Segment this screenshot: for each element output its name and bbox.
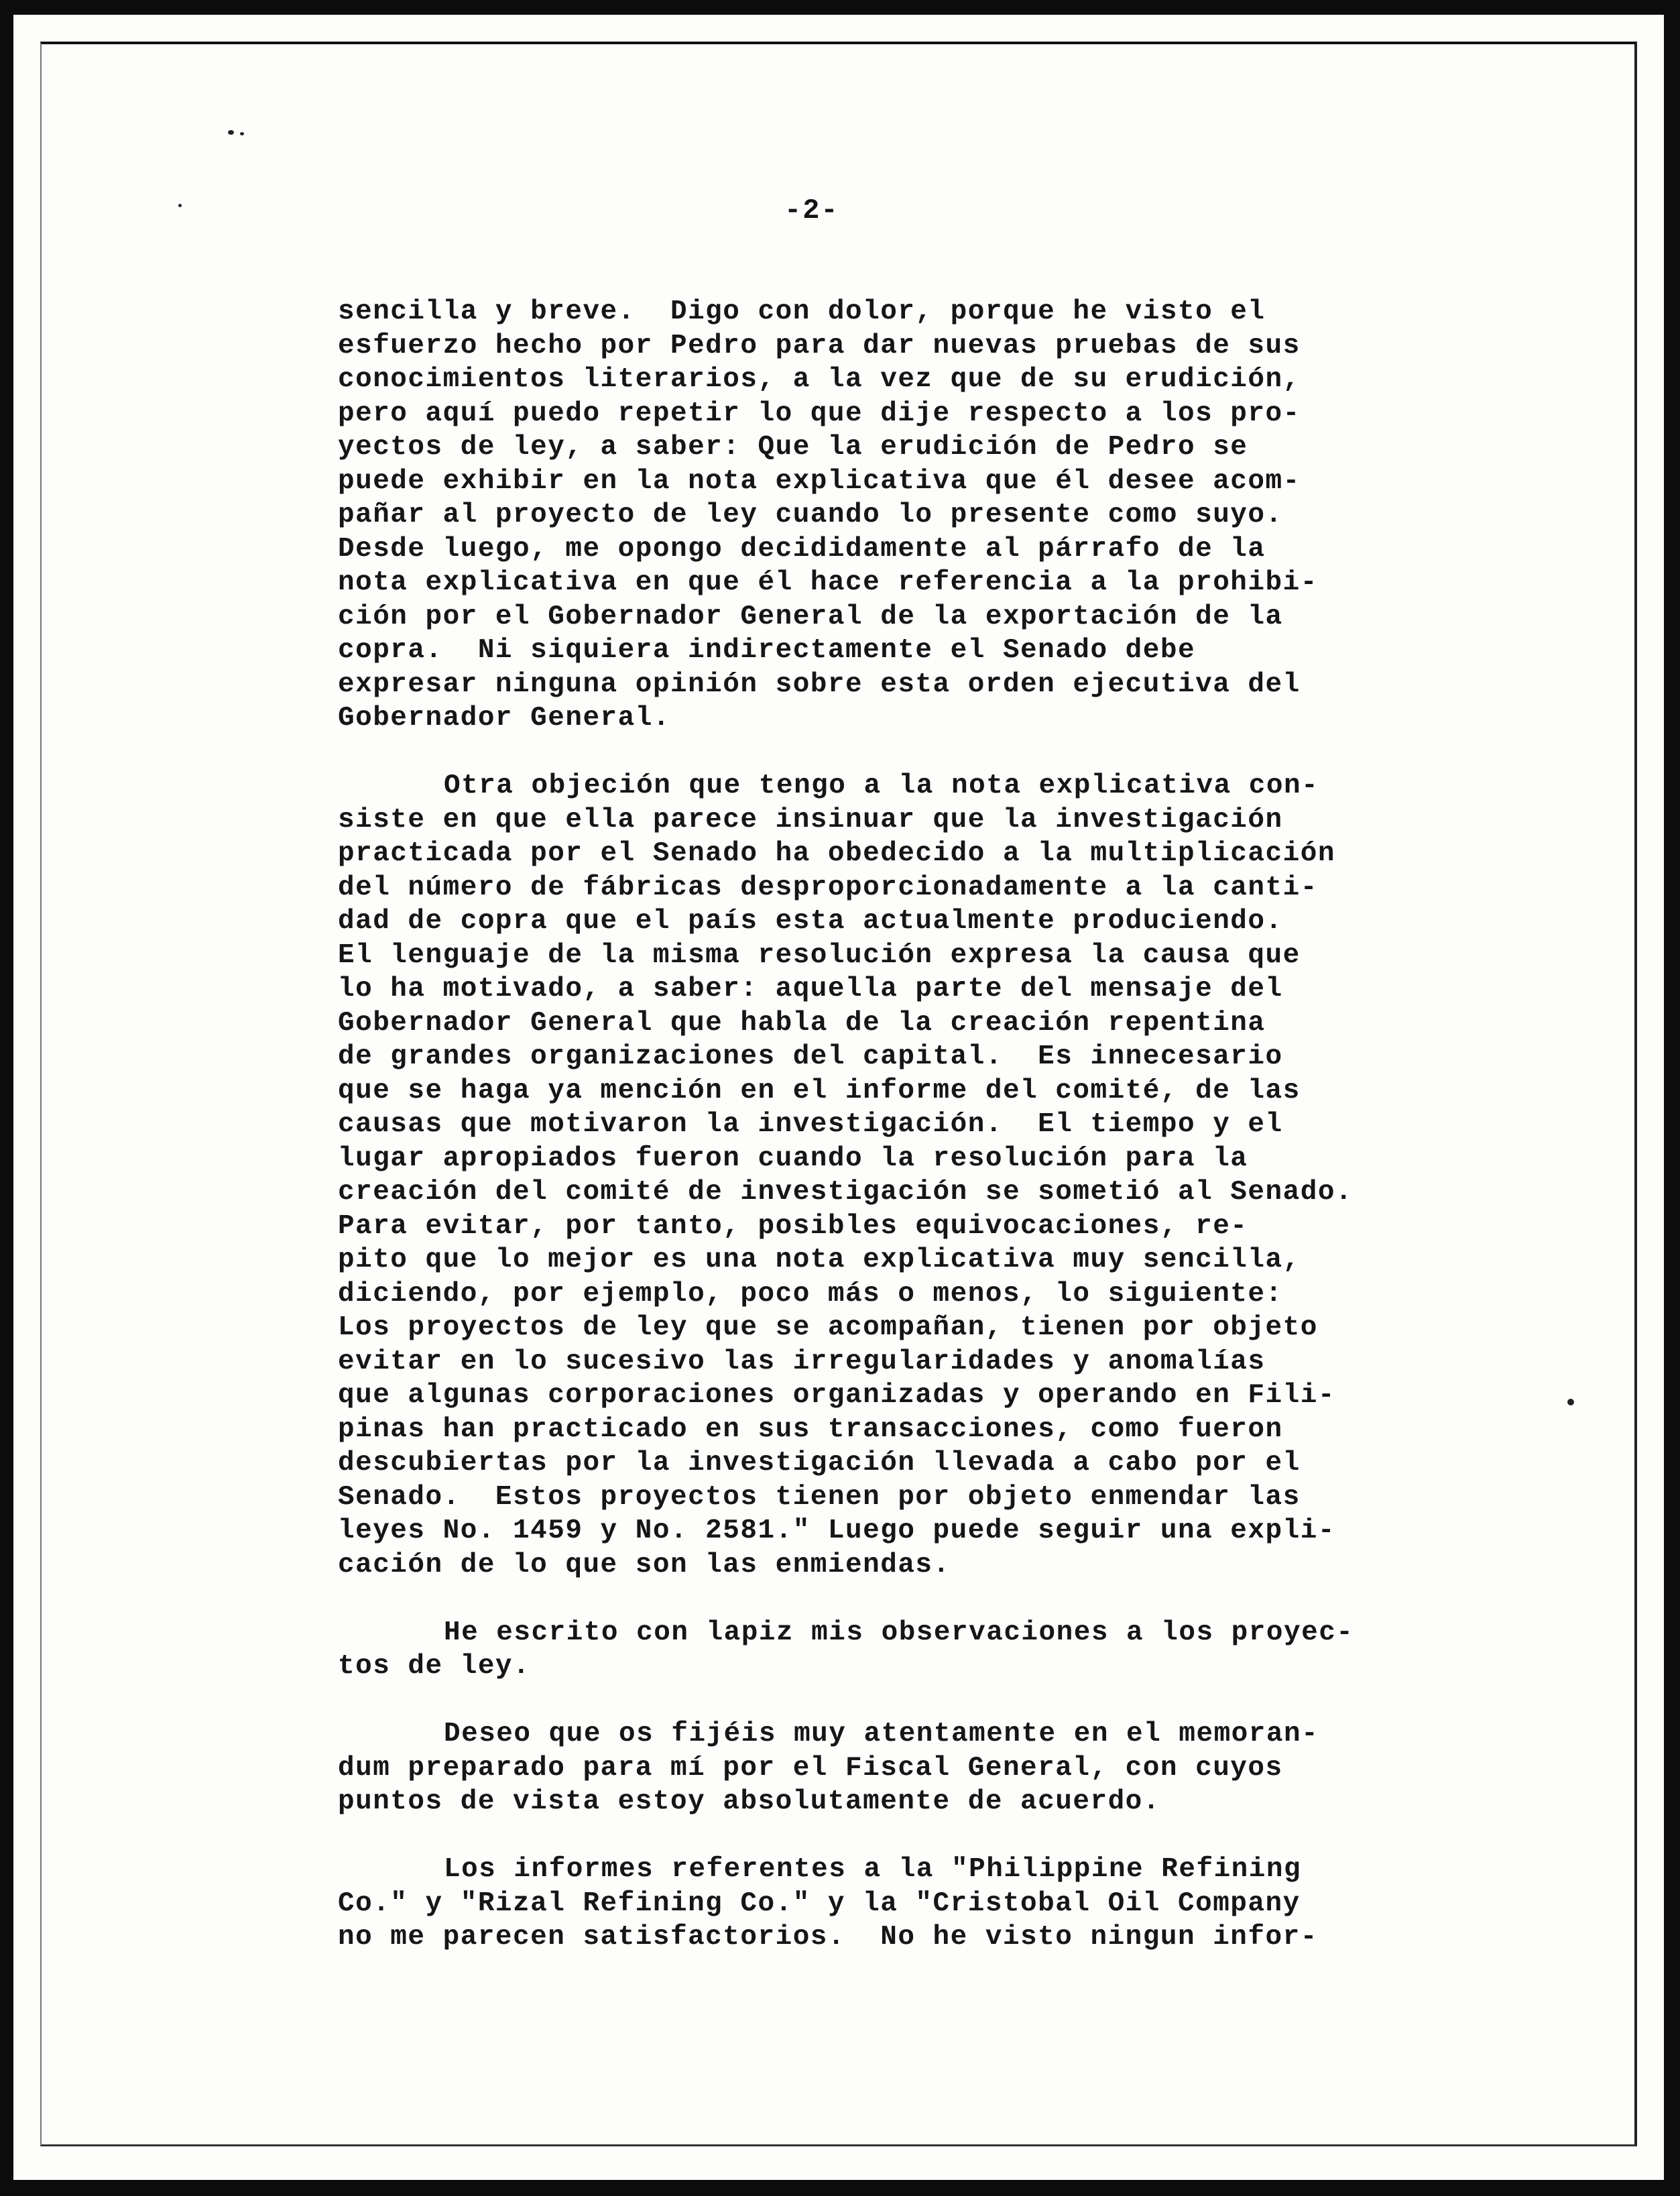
text-line: expresar ninguna opinión sobre esta orden ejecutiva del — [338, 669, 1301, 700]
text-line: no me parecen satisfactorios. No he visto ningun infor- — [338, 1922, 1318, 1953]
text-line: ción por el Gobernador General de la exportación de la — [338, 601, 1283, 632]
text-line: evitar en lo sucesivo las irregularidades y anomalías — [338, 1346, 1266, 1377]
text-line: He escrito con lapiz mis observaciones a los proyec- — [444, 1617, 1354, 1648]
text-line: Gobernador General que habla de la creación repentina — [338, 1007, 1266, 1039]
text-line: Los informes referentes a la "Philippine Refining — [444, 1854, 1302, 1885]
text-line: esfuerzo hecho por Pedro para dar nuevas pruebas de sus — [338, 330, 1301, 361]
paragraph-p2 — [338, 769, 1531, 1582]
text-line: lo ha motivado, a saber: aquella parte del mensaje del — [338, 974, 1283, 1004]
text-line: dad de copra que el país esta actualmente produciendo. — [338, 906, 1283, 937]
text-line: Co." y "Rizal Refining Co." y la "Cristobal Oil Company — [338, 1888, 1301, 1919]
text-line: conocimientos literarios, a la vez que de su erudición, — [338, 364, 1301, 395]
text-line: Deseo que os fijéis muy atentamente en el memoran- — [444, 1719, 1319, 1749]
text-line: Para evitar, por tanto, posibles equivocaciones, re- — [338, 1210, 1248, 1242]
text-line: del número de fábricas desproporcionadamente a la canti- — [338, 872, 1318, 903]
text-line: leyes No. 1459 y No. 2581." Luego puede seguir una expli- — [338, 1515, 1335, 1546]
text-line: cación de lo que son las enmiendas. — [338, 1549, 951, 1580]
text-line: El lenguaje de la misma resolución expresa la causa que — [338, 939, 1301, 971]
text-line: de grandes organizaciones del capital. Es innecesario — [338, 1041, 1283, 1072]
text-line: Gobernador General. — [338, 703, 670, 734]
text-line: causas que motivaron la investigación. El tiempo y el — [338, 1109, 1283, 1140]
paragraph-p4 — [338, 1717, 1531, 1819]
paragraph-p3 — [338, 1616, 1531, 1684]
text-line: tos de ley. — [338, 1651, 531, 1682]
text-line: copra. Ni siquiera indirectamente el Senado debe — [338, 635, 1196, 666]
paragraph-p1 — [338, 295, 1531, 736]
text-line: Senado. Estos proyectos tienen por objeto enmendar las — [338, 1481, 1301, 1513]
text-line: que algunas corporaciones organizadas y operando en Fili- — [338, 1380, 1335, 1411]
text-line: Los proyectos de ley que se acompañan, tienen por objeto — [338, 1312, 1318, 1343]
text-line: pinas han practicado en sus transacciones, como fueron — [338, 1413, 1283, 1445]
text-line: descubiertas por la investigación llevada a cabo por el — [338, 1448, 1301, 1479]
ink-speck — [178, 204, 182, 207]
ink-speck — [228, 130, 234, 135]
text-line: creación del comité de investigación se sometió al Senado. — [338, 1177, 1354, 1208]
text-line: Desde luego, me opongo decididamente al párrafo de la — [338, 533, 1266, 565]
ink-speck — [240, 132, 244, 135]
letter-body — [338, 295, 1531, 1988]
text-line: que se haga ya mención en el informe del comité, de las — [338, 1075, 1301, 1106]
text-line: pero aquí puedo repetir lo que dije respecto a los pro- — [338, 398, 1301, 429]
text-line: diciendo, por ejemplo, poco más o menos, lo siguiente: — [338, 1278, 1283, 1310]
text-line: pito que lo mejor es una nota explicativa muy sencilla, — [338, 1245, 1301, 1275]
text-line: Otra objeción que tengo a la nota explicativa con- — [444, 770, 1319, 801]
ink-speck — [1567, 1399, 1574, 1405]
text-line: dum preparado para mí por el Fiscal General, con cuyos — [338, 1752, 1283, 1784]
text-line: yectos de ley, a saber: Que la erudición de Pedro se — [338, 432, 1248, 463]
text-line: practicada por el Senado ha obedecido a la multiplicación — [338, 838, 1335, 869]
text-line: sencilla y breve. Digo con dolor, porque he visto el — [338, 296, 1266, 327]
paragraph-p5 — [338, 1853, 1531, 1955]
text-line: puntos de vista estoy absolutamente de acuerdo. — [338, 1786, 1160, 1817]
text-line: lugar apropiados fueron cuando la resolución para la — [338, 1143, 1248, 1174]
page-number: -2- — [784, 194, 839, 227]
text-line: puede exhibir en la nota explicativa que él desee acom- — [338, 465, 1301, 497]
text-line: nota explicativa en que él hace referencia a la prohibi- — [338, 567, 1318, 598]
text-line: pañar al proyecto de ley cuando lo presente como suyo. — [338, 500, 1283, 530]
text-line: siste en que ella parece insinuar que la investigación — [338, 804, 1283, 835]
